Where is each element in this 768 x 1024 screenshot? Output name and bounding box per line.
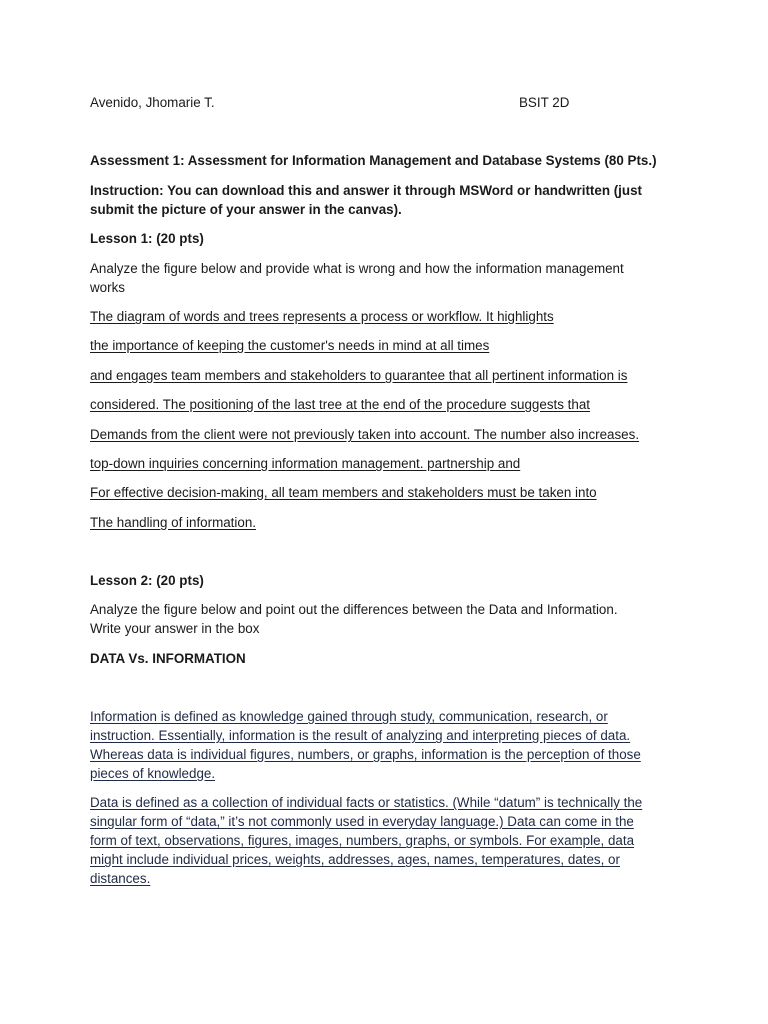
data-definition-line: singular form of “data,” it’s not commonly used in everyday language.) Data can come in the	[90, 814, 634, 829]
data-definition-line: Data is defined as a collection of individual facts or statistics. (While “datum” is technically the	[90, 795, 643, 810]
data-definition-line: form of text, observations, figures, images, numbers, graphs, or symbols. For example, data	[90, 833, 635, 848]
lesson1-answer-line: For effective decision-making, all team members and stakeholders must be taken into	[90, 485, 597, 500]
lesson1-answer-line: The handling of information.	[90, 515, 256, 530]
information-definition-line: Information is defined as knowledge gained through study, communication, research, or	[90, 709, 608, 724]
information-definition-line: Whereas data is individual figures, numbers, or graphs, information is the perception of those	[90, 747, 641, 762]
lesson1-answer-line: the importance of keeping the customer's needs in mind at all times	[90, 338, 490, 353]
information-definition-line: instruction. Essentially, information is the result of analyzing and interpreting pieces of data.	[90, 728, 631, 743]
lesson2-heading: Lesson 2: (20 pts)	[90, 573, 204, 588]
instruction-line-2: submit the picture of your answer in the canvas).	[90, 202, 402, 217]
lesson1-answer-line: and engages team members and stakeholders to guarantee that all pertinent information is	[90, 368, 628, 383]
information-definition-line: pieces of knowledge.	[90, 766, 216, 781]
instruction-line-1: Instruction: You can download this and answer it through MSWord or handwritten (just	[90, 183, 642, 198]
lesson2-prompt-line-2: Write your answer in the box	[90, 621, 260, 636]
lesson1-prompt-line-1: Analyze the figure below and provide what is wrong and how the information management	[90, 261, 624, 276]
lesson2-subheading: DATA Vs. INFORMATION	[90, 651, 246, 666]
lesson1-answer-line: considered. The positioning of the last tree at the end of the procedure suggests that	[90, 397, 590, 412]
lesson1-answer-line: The diagram of words and trees represents a process or workflow. It highlights	[90, 309, 554, 324]
student-section: BSIT 2D	[519, 95, 570, 110]
lesson1-answer-line: top-down inquiries concerning information management. partnership and	[90, 456, 521, 471]
data-definition-line: distances.	[90, 871, 151, 886]
assessment-title: Assessment 1: Assessment for Information Management and Database Systems (80 Pts.)	[90, 153, 657, 168]
student-name: Avenido, Jhomarie T.	[90, 95, 215, 110]
lesson1-heading: Lesson 1: (20 pts)	[90, 231, 204, 246]
lesson1-prompt-line-2: works	[90, 280, 125, 295]
data-definition-line: might include individual prices, weights, addresses, ages, names, temperatures, dates, or	[90, 852, 620, 867]
lesson1-answer-line: Demands from the client were not previously taken into account. The number also increases.	[90, 427, 640, 442]
lesson2-prompt-line-1: Analyze the figure below and point out the differences between the Data and Information.	[90, 602, 618, 617]
